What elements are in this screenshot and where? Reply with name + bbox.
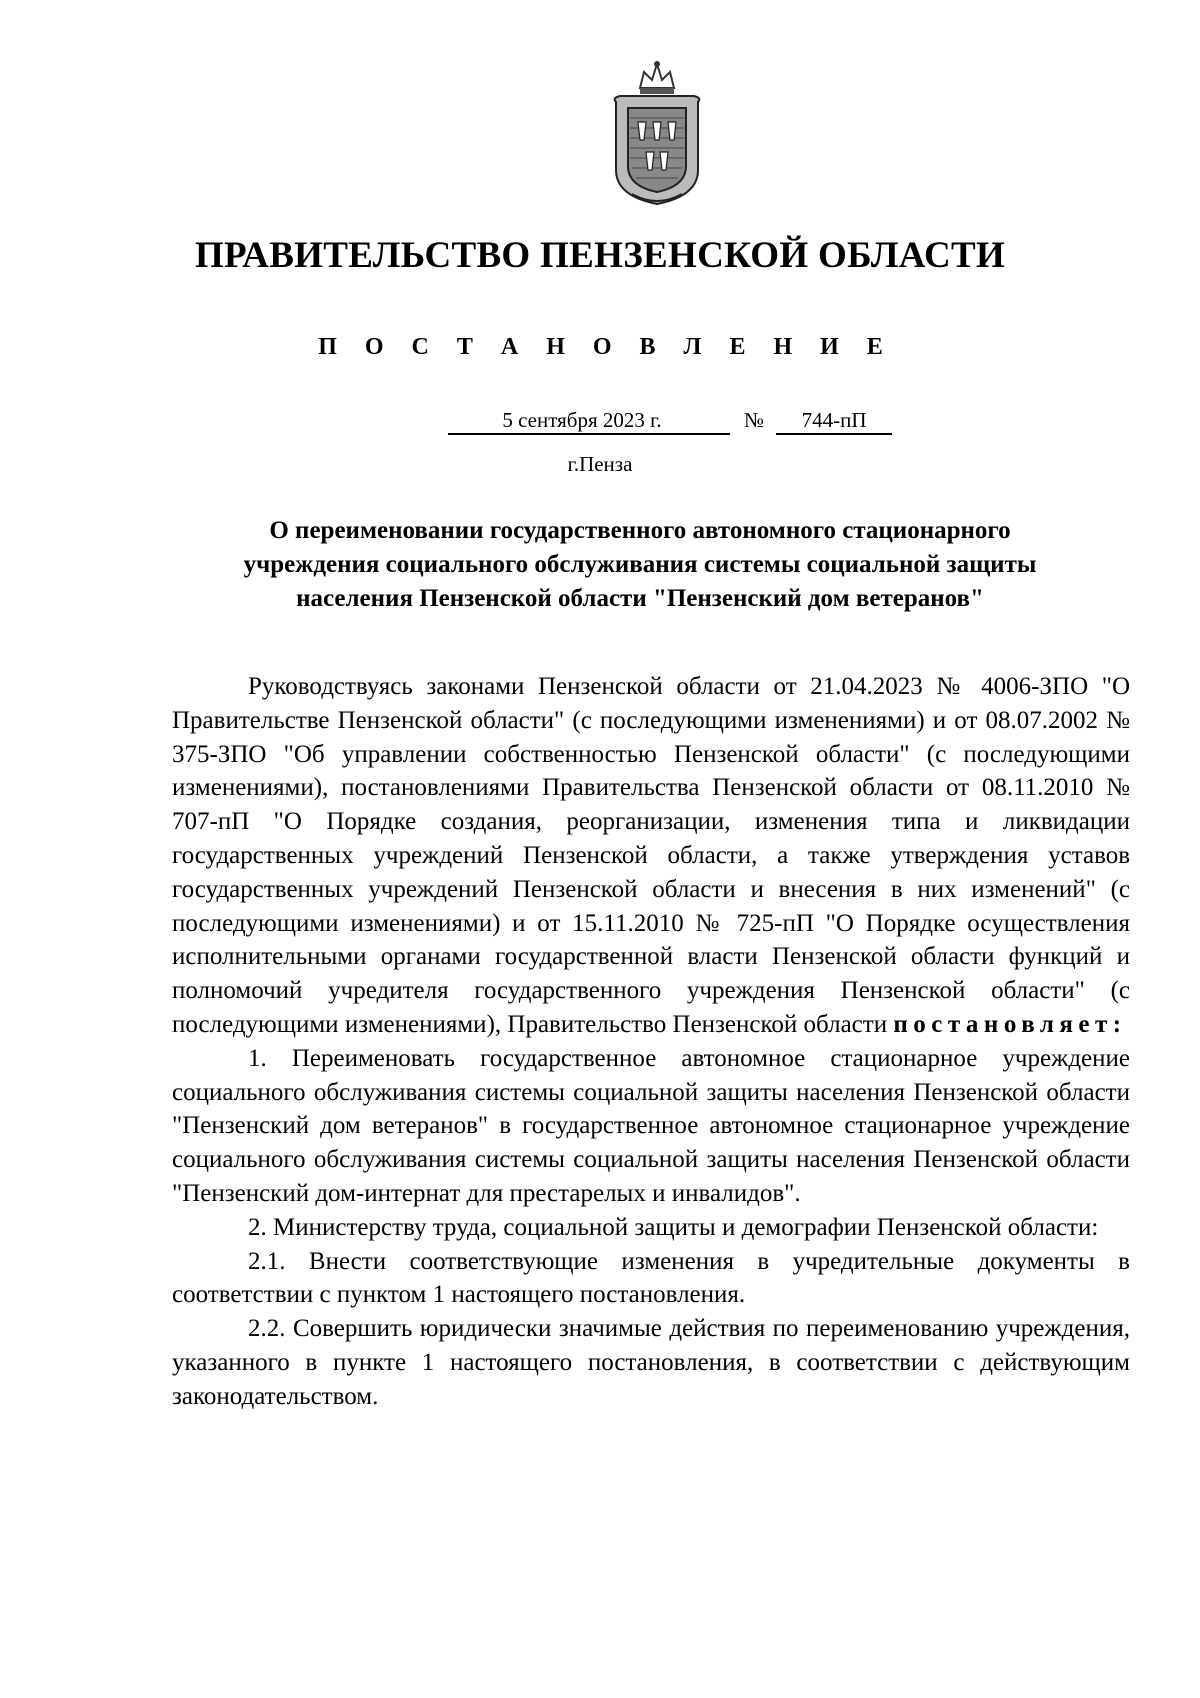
item-2-paragraph: 2. Министерству труда, социальной защиты и демографии Пензенской области: (248, 1213, 1099, 1241)
document-number: 744-пП (776, 408, 892, 435)
title-line: учреждения социального обслуживания системы социальной защиты (243, 551, 1037, 578)
decides-keyword: постановляет: (893, 1010, 1127, 1038)
item-2-2-paragraph: 2.2. Совершить юридически значимые действия по переименованию учреждения, указанного в пункте 1 настоящего постановления, в соответствии с действующим законодательством. (172, 1315, 1130, 1410)
document-type: П О С Т А Н О В Л Е Н И Е (318, 334, 894, 360)
organization-name: ПРАВИТЕЛЬСТВО ПЕНЗЕНСКОЙ ОБЛАСТИ (194, 235, 1006, 276)
item-1-paragraph: 1. Переименовать государственное автономное стационарное учреждение социального обслуживания системы социальной защиты населения Пензенской области "Пензенский дом ветеранов" в государственное автономное стационарное учреждение социального обслуживания системы социальной защиты населения Пензенской области "Пензенский дом-интернат для престарелых и инвалидов". (172, 1044, 1130, 1207)
preamble-paragraph (172, 670, 1130, 1042)
coat-of-arms-icon (602, 58, 712, 208)
document-title (170, 514, 1110, 616)
title-line: населения Пензенской области "Пензенский дом ветеранов" (296, 585, 984, 612)
number-sign: № (744, 408, 765, 432)
document-city: г.Пенза (567, 452, 633, 476)
date-number-line (448, 408, 892, 435)
document-body (172, 670, 1130, 1414)
item-2-1-paragraph: 2.1. Внести соответствующие изменения в учредительные документы в соответствии с пунктом 1 настоящего постановления. (172, 1247, 1130, 1309)
document-date: 5 сентября 2023 г. (448, 408, 730, 435)
title-line: О переименовании государственного автономного стационарного (269, 517, 1011, 544)
preamble-text: Руководствуясь законами Пензенской области от 21.04.2023 № 4006-ЗПО "О Правительстве Пензенской области" (с последующими изменениями) и от 08.07.2002 № 375-ЗПО "Об управлении собственностью Пензенской области" (с последующими изменениями), постановлениями Правительства Пензенской области от 08.11.2010 № 707-пП "О Порядке создания, реорганизации, изменения типа и ликвидации государственных учреждений Пензенской области, а также утверждения уставов государственных учреждений Пензенской области и внесения в них изменений" (с последующими изменениями) и от 15.11.2010 № 725-пП "О Порядке осуществления исполнительными органами государственной власти Пензенской области функций и полномочий учредителя государственного учреждения Пензенской области" (с последующими изменениями), Правительство Пензенской области (172, 673, 1130, 1038)
